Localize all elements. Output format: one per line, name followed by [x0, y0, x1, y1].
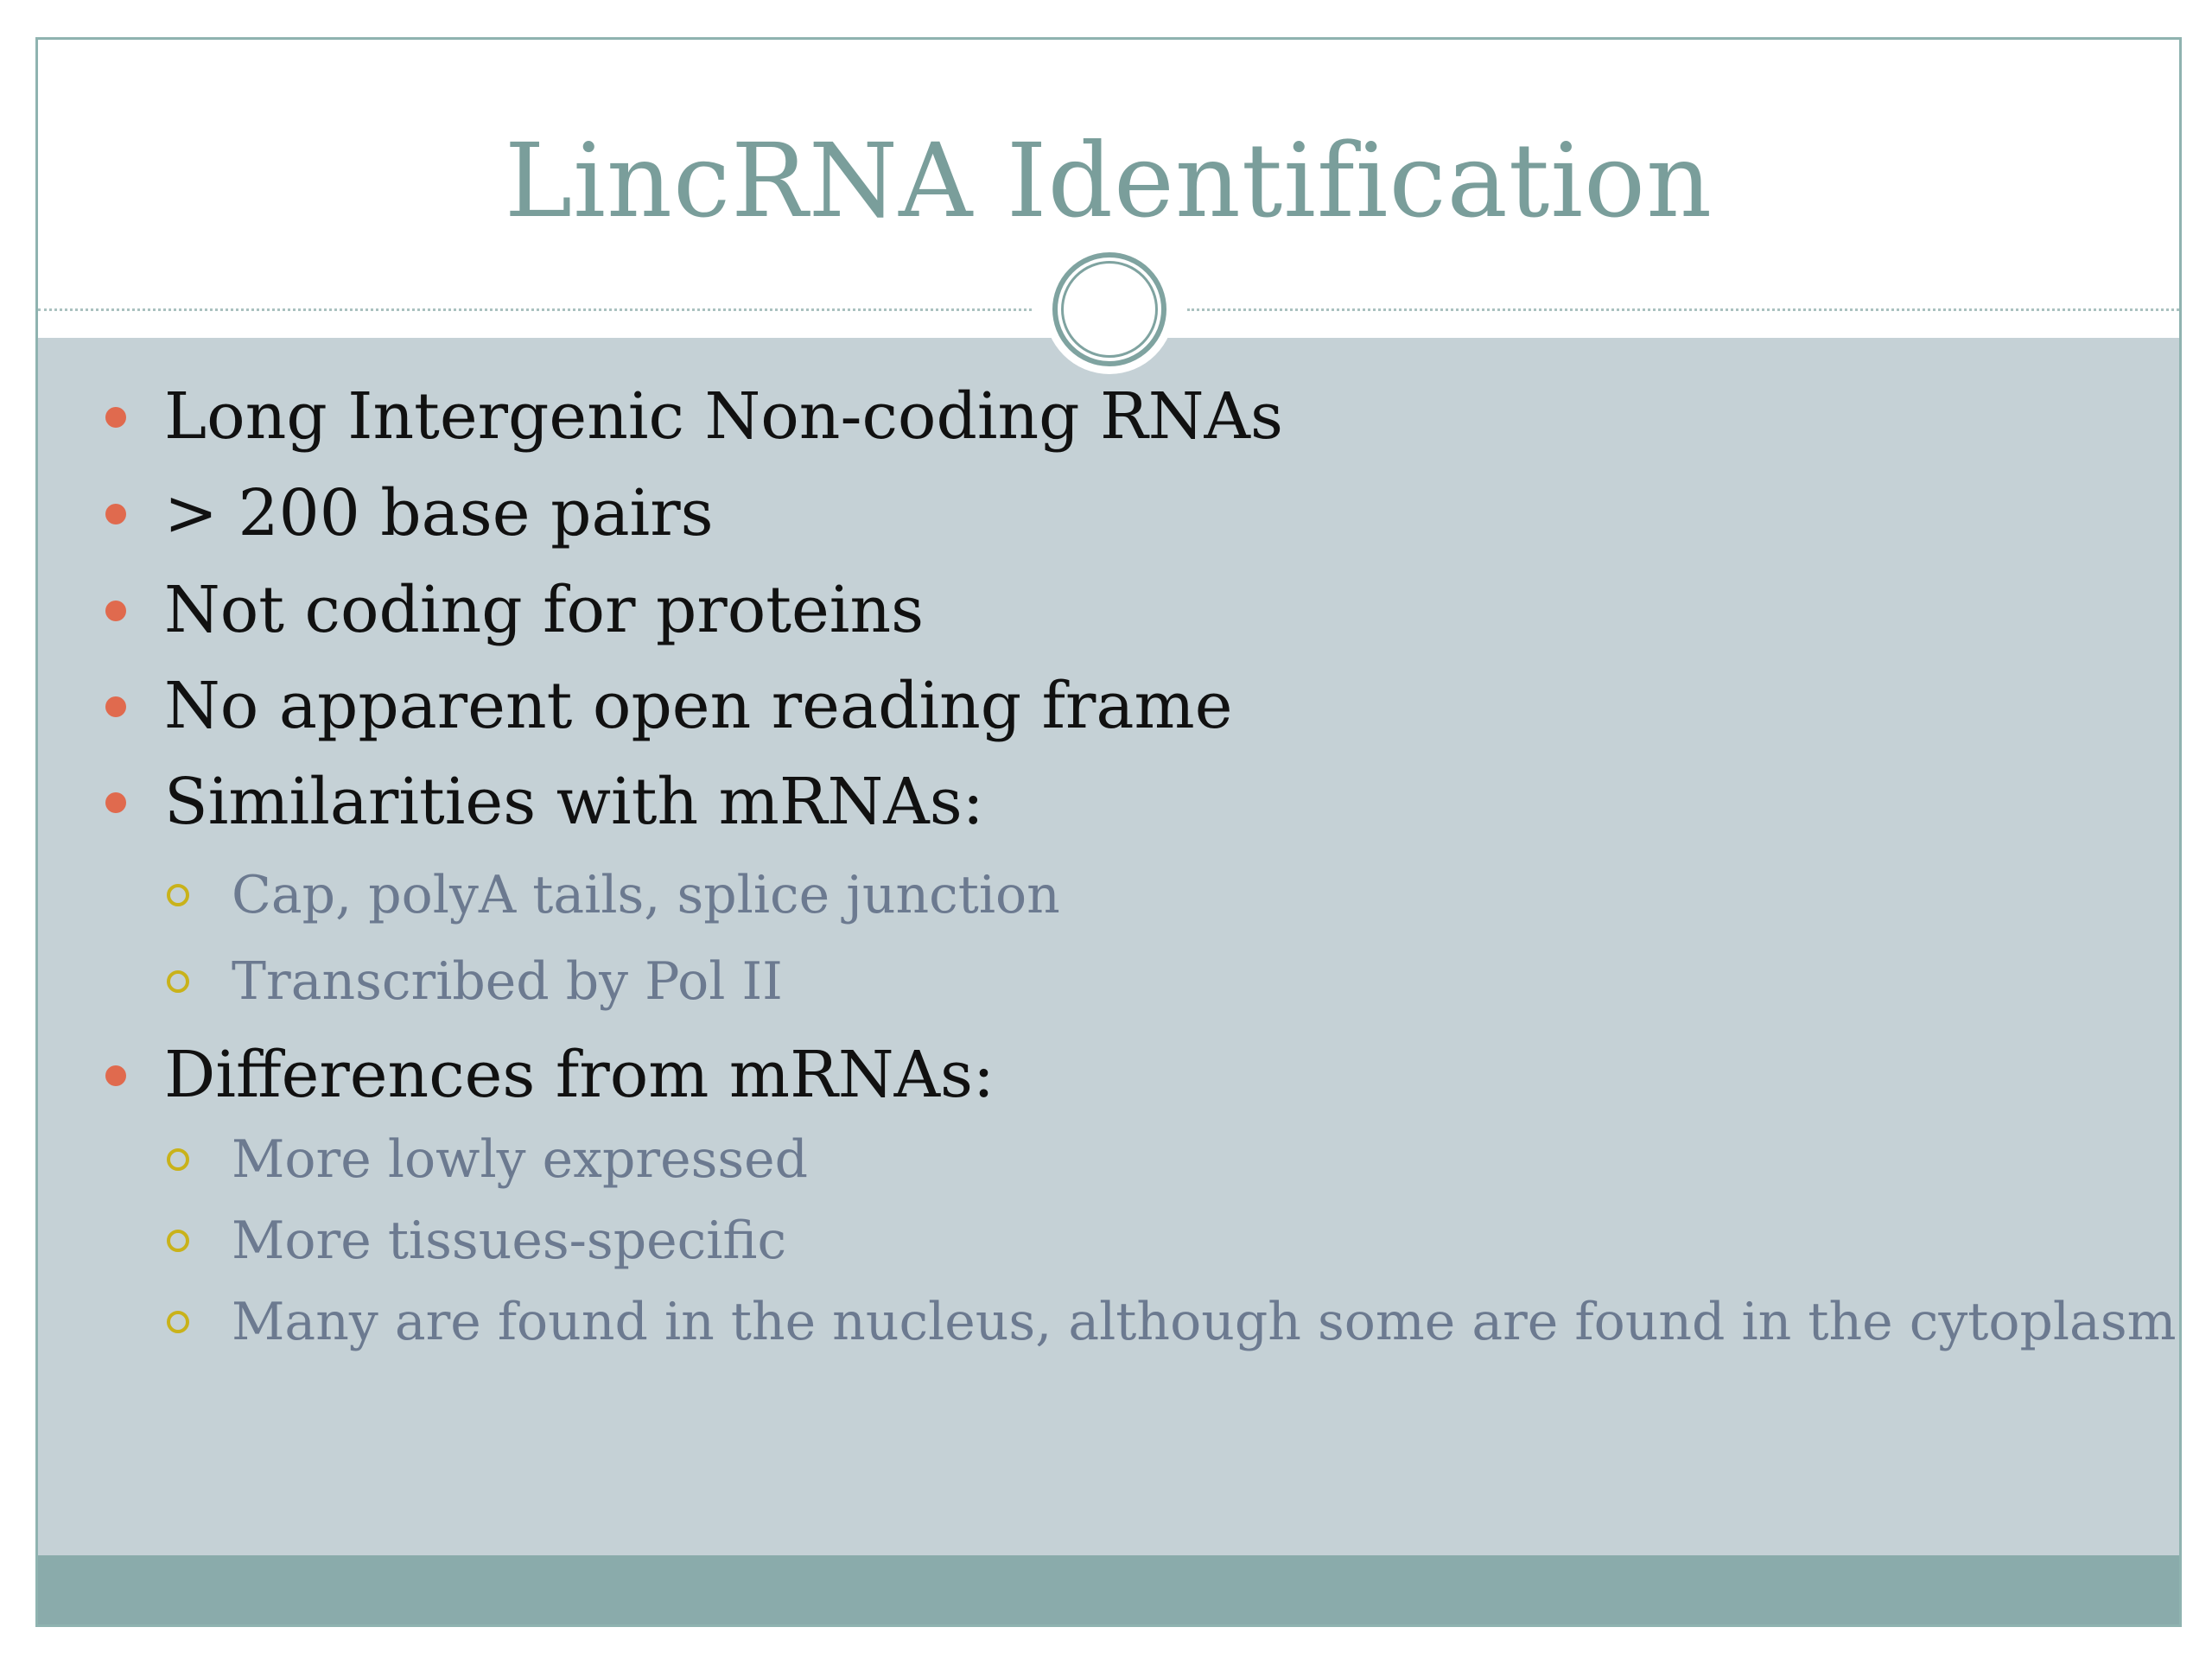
bullet-list [38, 40, 2179, 1624]
bullet-dot-icon [105, 504, 126, 524]
bullet-dot-icon [105, 407, 126, 428]
bullet-ring-icon [167, 884, 189, 906]
sub-bullet-item: Transcribed by Pol II [232, 951, 783, 1012]
bullet-ring-icon [167, 1230, 189, 1252]
bullet-dot-icon [105, 696, 126, 717]
footer-bar [38, 1555, 2179, 1627]
bullet-item: Not coding for proteins [164, 573, 925, 647]
bullet-item: > 200 base pairs [164, 476, 714, 550]
bullet-ring-icon [167, 970, 189, 993]
bullet-dot-icon [105, 1065, 126, 1086]
bullet-item: Long Intergenic Non-coding RNAs [164, 379, 1283, 454]
bullet-item: Similarities with mRNAs: [164, 765, 984, 839]
slide [35, 37, 2182, 1627]
sub-bullet-item: Cap, polyA tails, splice junction [232, 865, 1060, 925]
sub-bullet-item: More lowly expressed [232, 1129, 809, 1190]
bullet-item: No apparent open reading frame [164, 669, 1233, 743]
bullet-ring-icon [167, 1148, 189, 1171]
bullet-dot-icon [105, 792, 126, 813]
bullet-dot-icon [105, 601, 126, 621]
bullet-item: Differences from mRNAs: [164, 1038, 995, 1112]
slide-title: LincRNA Identification [504, 121, 1713, 240]
sub-bullet-item: Many are found in the nucleus, although some are found in the cytoplasm [232, 1292, 2177, 1352]
sub-bullet-item: More tissues-specific [232, 1211, 787, 1271]
bullet-ring-icon [167, 1311, 189, 1333]
